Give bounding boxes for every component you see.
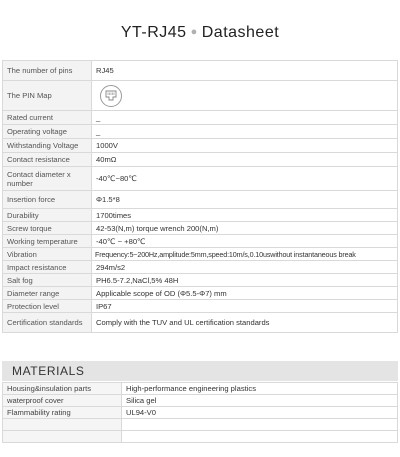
materials-row (3, 419, 398, 431)
datasheet-title (0, 24, 400, 42)
materials-label (3, 419, 122, 431)
spec-label: Durability (3, 209, 92, 222)
spec-label: Impact resistance (3, 261, 92, 274)
materials-heading: MATERIALS (2, 361, 398, 381)
materials-label: Housing&insulation parts (3, 383, 122, 395)
spec-row (3, 313, 398, 333)
materials-row (3, 431, 398, 443)
spec-label: Certification standards (3, 313, 92, 333)
materials-value: Silica gel (122, 395, 398, 407)
spec-value: 40mΩ (92, 153, 398, 167)
spec-row (3, 191, 398, 209)
materials-value (122, 419, 398, 431)
materials-label: Flammability rating (3, 407, 122, 419)
spec-label: Contact resistance (3, 153, 92, 167)
spec-value: _ (92, 125, 398, 139)
spec-value: 1000V (92, 139, 398, 153)
materials-label: waterproof cover (3, 395, 122, 407)
title-subtitle: Datasheet (201, 24, 280, 41)
materials-table (2, 382, 398, 443)
spec-label: Rated current (3, 111, 92, 125)
materials-value (122, 431, 398, 443)
product-name: YT-RJ45 (120, 24, 187, 41)
spec-label: Contact diameter x number (3, 167, 92, 191)
specification-table (2, 60, 398, 333)
materials-row (3, 383, 398, 395)
spec-row (3, 274, 398, 287)
spec-value: PH6.5-7.2,NaCl,5% 48H (92, 274, 398, 287)
spec-value: Applicable scope of OD (Φ5.5-Φ7) mm (92, 287, 398, 300)
spec-row (3, 287, 398, 300)
spec-label: Salt fog (3, 274, 92, 287)
spec-row (3, 209, 398, 222)
title-separator-dot: ● (190, 26, 198, 38)
spec-row (3, 261, 398, 274)
spec-row (3, 61, 398, 81)
spec-value: IP67 (92, 300, 398, 313)
spec-row (3, 111, 398, 125)
materials-value: UL94-V0 (122, 407, 398, 419)
spec-row (3, 139, 398, 153)
spec-value: _ (92, 111, 398, 125)
spec-label: The number of pins (3, 61, 92, 81)
spec-label: Diameter range (3, 287, 92, 300)
spec-value (92, 81, 398, 111)
rj45-pin-map-icon (100, 85, 122, 107)
spec-label: The PIN Map (3, 81, 92, 111)
spec-value: Frequency:5~200Hz,amplitude:5mm,speed:10m/s,0.10uswithout instantaneous break (92, 248, 398, 261)
spec-value: 1700times (92, 209, 398, 222)
materials-value: High-performance engineering plastics (122, 383, 398, 395)
spec-label: Screw torque (3, 222, 92, 235)
materials-row (3, 407, 398, 419)
spec-value: Comply with the TUV and UL certification standards (92, 313, 398, 333)
spec-label: Working temperature (3, 235, 92, 248)
spec-label: Withstanding Voltage (3, 139, 92, 153)
spec-value: 294m/s2 (92, 261, 398, 274)
spec-row (3, 167, 398, 191)
spec-value: Φ1.5*8 (92, 191, 398, 209)
spec-value: -40℃ ~ +80℃ (92, 235, 398, 248)
materials-row (3, 395, 398, 407)
spec-row (3, 81, 398, 111)
spec-label: Vibration (3, 248, 92, 261)
spec-row (3, 153, 398, 167)
spec-value: -40℃~80℃ (92, 167, 398, 191)
spec-value: 42-53(N,m) torque wrench 200(N,m) (92, 222, 398, 235)
spec-label: Insertion force (3, 191, 92, 209)
spec-row (3, 300, 398, 313)
materials-label (3, 431, 122, 443)
spec-row (3, 235, 398, 248)
spec-label: Operating voltage (3, 125, 92, 139)
spec-row (3, 125, 398, 139)
spec-label: Protection level (3, 300, 92, 313)
spec-value: RJ45 (92, 61, 398, 81)
spec-row (3, 222, 398, 235)
spec-row (3, 248, 398, 261)
